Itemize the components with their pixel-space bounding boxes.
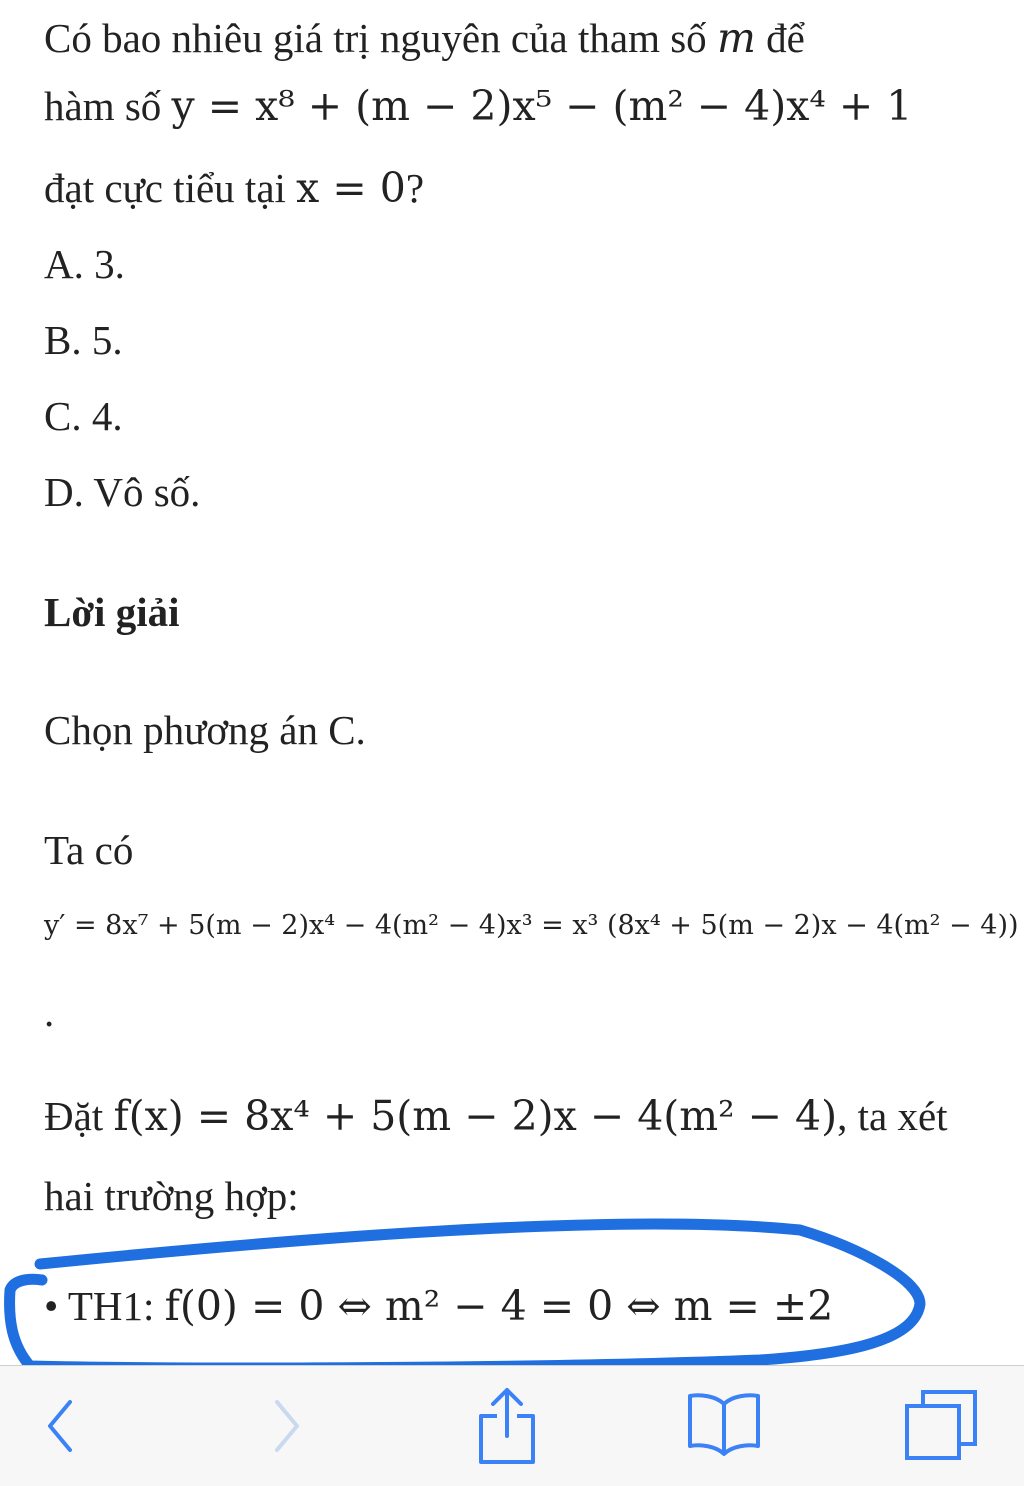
case-1-label: • TH1: (44, 1283, 165, 1329)
chevron-right-icon (267, 1396, 307, 1456)
tabs-button[interactable] (886, 1366, 996, 1486)
forward-button[interactable] (232, 1366, 342, 1486)
function-formula: y = x⁸ + (m − 2)x⁵ − (m² − 4)x⁴ + 1 (171, 82, 913, 130)
define-label: Đặt (44, 1093, 114, 1139)
share-icon (477, 1386, 537, 1466)
period: . (44, 989, 55, 1035)
condition-label: đạt cực tiểu tại (44, 165, 297, 211)
book-icon (686, 1388, 762, 1464)
param-m: m (716, 14, 756, 62)
option-d: D. Vô số. (44, 469, 201, 515)
question-tail: để (755, 15, 805, 61)
case-1-formula: f(0) = 0 ⇔ m² − 4 = 0 ⇔ m = ±2 (164, 1282, 834, 1330)
chevron-left-icon (40, 1396, 80, 1456)
bookmarks-button[interactable] (669, 1366, 779, 1486)
answer-choice: Chọn phương án C. (44, 707, 366, 753)
browser-toolbar (0, 1365, 1024, 1486)
back-button[interactable] (5, 1366, 115, 1486)
function-label: hàm số (44, 83, 172, 129)
option-c: C. 4. (44, 393, 123, 439)
question-line-3 (44, 164, 425, 212)
intro-text: Ta có (44, 827, 134, 873)
derivative-formula: y′ = 8x⁷ + 5(m − 2)x⁴ − 4(m² − 4)x³ = x³ (8x⁴ + 5(m − 2)x − 4(m² − 4)) (44, 910, 1019, 941)
define-suffix: , ta xét (837, 1093, 948, 1139)
cases-text: hai trường hợp: (44, 1173, 299, 1219)
condition-formula: x = 0 (296, 164, 406, 212)
define-formula: f(x) = 8x⁴ + 5(m − 2)x − 4(m² − 4) (113, 1092, 838, 1140)
option-a: A. 3. (44, 241, 125, 287)
share-button[interactable] (452, 1366, 562, 1486)
define-line (44, 1092, 948, 1140)
question-line-2 (44, 82, 913, 130)
case-1-line (44, 1282, 834, 1330)
solution-heading: Lời giải (44, 589, 180, 635)
question-mark: ? (405, 165, 425, 211)
tabs-icon (903, 1388, 979, 1464)
option-b: B. 5. (44, 317, 123, 363)
question-text: Có bao nhiêu giá trị nguyên của tham số (44, 15, 717, 61)
question-line-1 (44, 14, 805, 62)
